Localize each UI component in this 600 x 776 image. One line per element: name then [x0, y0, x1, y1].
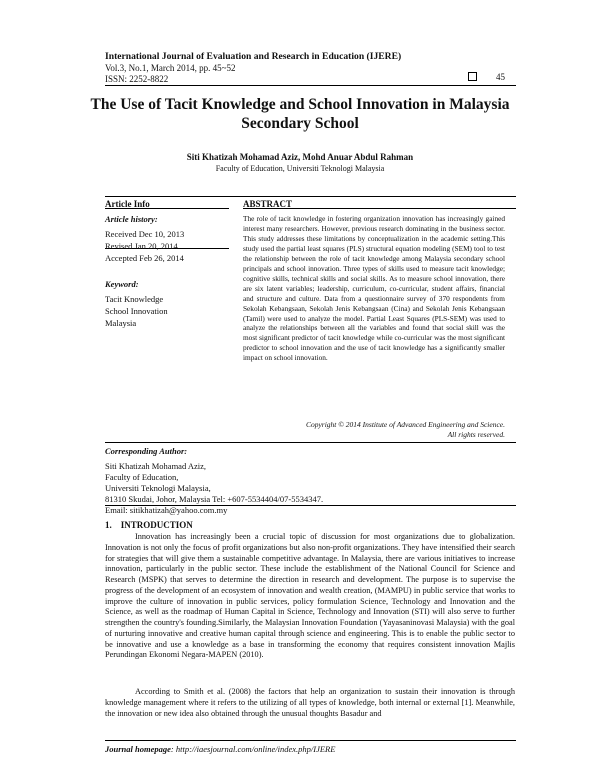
intro-paragraph: Innovation has increasingly been a crucial topic of discussion for most organizations due to globalization. Innovation is not only the focus of profit organizations but also non-profit organizations. They have intensified their search for strategies that will give them a sustainable competitive advantage. In Malaysia, there are various initiatives to increase innovation, particularly in the public sector. These include the establishment of the National Council for Science and Research (MSPK) that serves to determine the direction in research and development. The purpose is to supervise the progress of the development of an ecosystem of innovation and wealth creation, (MAMPU) in public service that works to improve the culture of innovation in public services, policy formulation Science, Technology and Innovation and the Science, as well as the roadmap of Human Capital in Science, Technology and Innovation (STI) will also serve to further strengthen the country's founding.Similarly, the Malaysian Innovation Foundation (Yayasaninovasi Malaysia) with the goal of nurturing innovative and creative human capital through science and engineering. This is to enable the public sector to be innovative and use a knowledge as a base in transforming the economy that requires consistent innovation Majlis Perundingan Ekonomi Negara-MAPEN (2010). [105, 532, 515, 660]
journal-issn: ISSN: 2252-8822 [105, 74, 169, 84]
homepage-link[interactable]: : http://iaesjournal.com/online/index.php/IJERE [170, 744, 336, 754]
rights-line: All rights reserved. [447, 430, 505, 439]
article-info-heading: Article Info [105, 199, 150, 209]
abstract-heading: ABSTRACT [243, 199, 293, 209]
corresponding-line: 81310 Skudai, Johor, Malaysia Tel: +607-5534404/07-5534347. [105, 494, 324, 504]
received-date: Received Dec 10, 2013 [105, 229, 185, 239]
copyright-line: Copyright © 2014 Institute of Advanced Engineering and Science. [305, 420, 505, 429]
corresponding-heading: Corresponding Author: [105, 446, 188, 456]
history-label: Article history: [105, 214, 158, 224]
header-rule [105, 85, 516, 86]
authors: Siti Khatizah Mohamad Aziz, Mohd Anuar Abdul Rahman [186, 152, 414, 162]
revised-date: Revised Jan 20, 2014 [105, 241, 178, 251]
page-square-icon [468, 72, 477, 81]
footer-rule [105, 740, 516, 741]
accepted-date: Accepted Feb 26, 2014 [105, 253, 184, 263]
keyword-label: Keyword: [105, 279, 139, 289]
info-top-rule [105, 196, 516, 197]
intro-paragraph: According to Smith et al. (2008) the factors that help an organization to sustain their innovation is through knowledge management where it refers to the utilizing of all types of knowledge, both internal or external [1]. Meanwhile, the innovation or new idea also obtained through the unusual thoughts Basadur and [105, 687, 515, 718]
journal-homepage [105, 744, 335, 754]
corresponding-email: Email: sitikhatizah@yahoo.com.my [105, 505, 228, 515]
affiliation: Faculty of Education, Universiti Teknologi Malaysia [215, 164, 385, 173]
section-heading: 1. INTRODUCTION [105, 520, 193, 530]
journal-volume: Vol.3, No.1, March 2014, pp. 45~52 [105, 63, 236, 73]
info-bottom-rule [105, 442, 516, 443]
page-number: 45 [496, 72, 505, 82]
paper-title: The Use of Tacit Knowledge and School Innovation in Malaysia Secondary School [90, 96, 510, 132]
corresponding-line: Universiti Teknologi Malaysia, [105, 483, 211, 493]
homepage-label: Journal homepage [105, 744, 171, 754]
corresponding-line: Siti Khatizah Mohamad Aziz, [105, 461, 207, 471]
abstract-text: The role of tacit knowledge in fostering organization innovation has increasingly gained interest many researchers. However, previous research dominating in the business sector. This study addresses these limitations by conceptualization in the academic setting.This study used the partial least squares (PLS) structural equation modeling (SEM) tool to test the relationship between the role of tacit knowledge among Malaysia secondary school principals and school innovation. Three types of skills used to measure tacit knowledge; cognitive skills, technical skills and social skills. As to measure school innovation, there are six latent variables; leadership, curriculum, co-curricular, student affairs, financial and structure and culture. Data from a questionnaire survey of 370 respondents from Sekolah Kebangsaan, Sekolah Jenis Kebangsaan (Cina) and Sekolah Jenis Kebangsaan (Tamil) were used to analyze the model. Partial Least Squares (PLS-SEM) was used to analyze the relationships between all the variables and found that social skill was the most significant predictor of tacit knowledge while co-curricular was the most significant predictor to school innovation and the use of tacit knowledge has a significantly smaller impact on school innovation. [243, 214, 505, 363]
journal-name: International Journal of Evaluation and Research in Education (IJERE) [105, 51, 402, 62]
keyword-item: School Innovation [105, 306, 168, 316]
keyword-item: Malaysia [105, 318, 137, 328]
corresponding-line: Faculty of Education, [105, 472, 179, 482]
keyword-item: Tacit Knowledge [105, 294, 164, 304]
